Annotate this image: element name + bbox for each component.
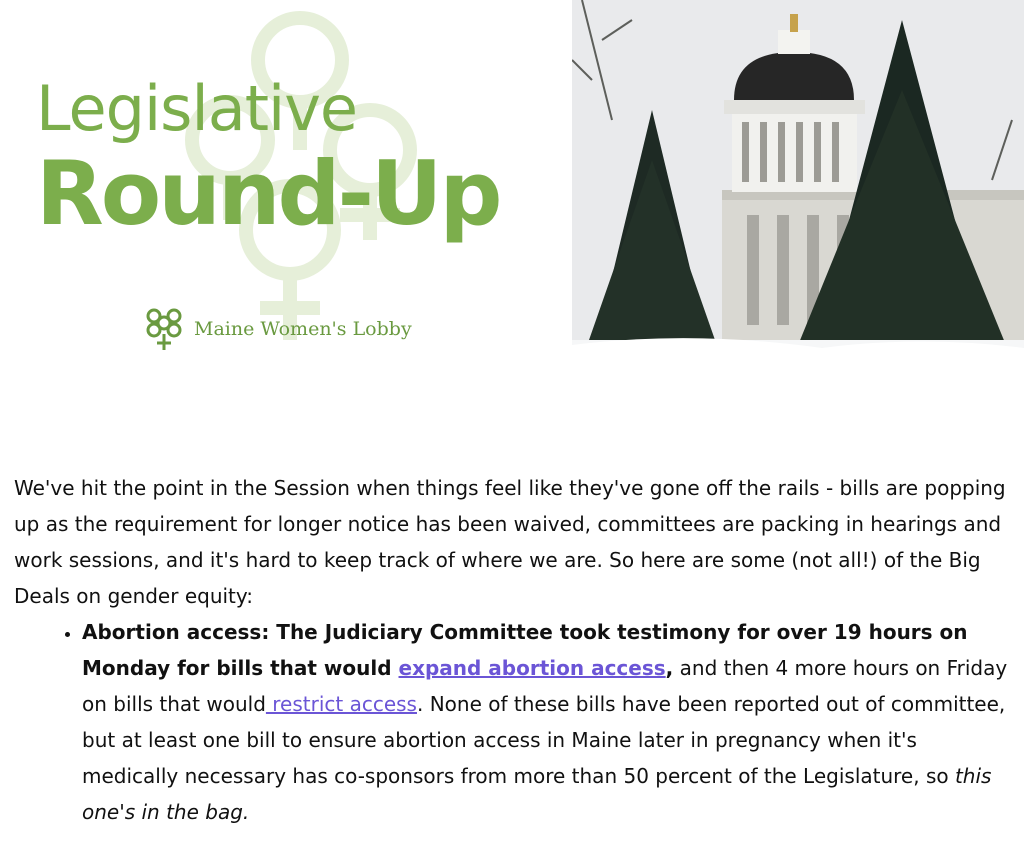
legislative-roundup-logo — [0, 0, 572, 380]
banner-title-line1: Legislative — [36, 72, 358, 145]
bullet-bold-comma: , — [665, 656, 674, 680]
intro-paragraph: We've hit the point in the Session when things feel like they've gone off the rails - bills are popping up as the requirement for longer notice has been waived, committees are packing in hearings and work sessions, and it's hard to keep track of where we are. So here are some (not all!) of the Big Deals on gender equity: — [14, 476, 1006, 608]
list-item — [82, 614, 1014, 830]
restrict-access-link[interactable]: restrict access — [265, 692, 417, 716]
state-house-illustration-icon — [572, 0, 1024, 380]
bullet-text-3: . None of these bills have been reported out of committee, but at least one bill to ensure abortion access in Maine later in pregnancy when it's medically necessary has co-sponsors from more than 50 percent of the Legislature, so — [82, 692, 1006, 788]
expand-abortion-access-link[interactable]: expand abortion access — [398, 656, 666, 680]
women-symbol-cluster-icon — [142, 306, 186, 352]
article-body — [14, 470, 1014, 830]
maine-state-house-photo — [572, 0, 1024, 380]
org-branding — [142, 306, 412, 352]
bullet-text-2: and then 4 more hours on Friday on bills that would — [82, 656, 1008, 716]
big-deals-list — [14, 614, 1014, 830]
org-name: Maine Women's Lobby — [194, 318, 412, 340]
bullet-italic-tail: this one's in the bag. — [82, 764, 992, 824]
newsletter-banner — [0, 0, 1024, 380]
bullet-bold-lead: Abortion access: The Judiciary Committee took testimony for over 19 hours on Monday for bills that would — [82, 620, 968, 680]
banner-title-line2: Round-Up — [36, 142, 500, 245]
